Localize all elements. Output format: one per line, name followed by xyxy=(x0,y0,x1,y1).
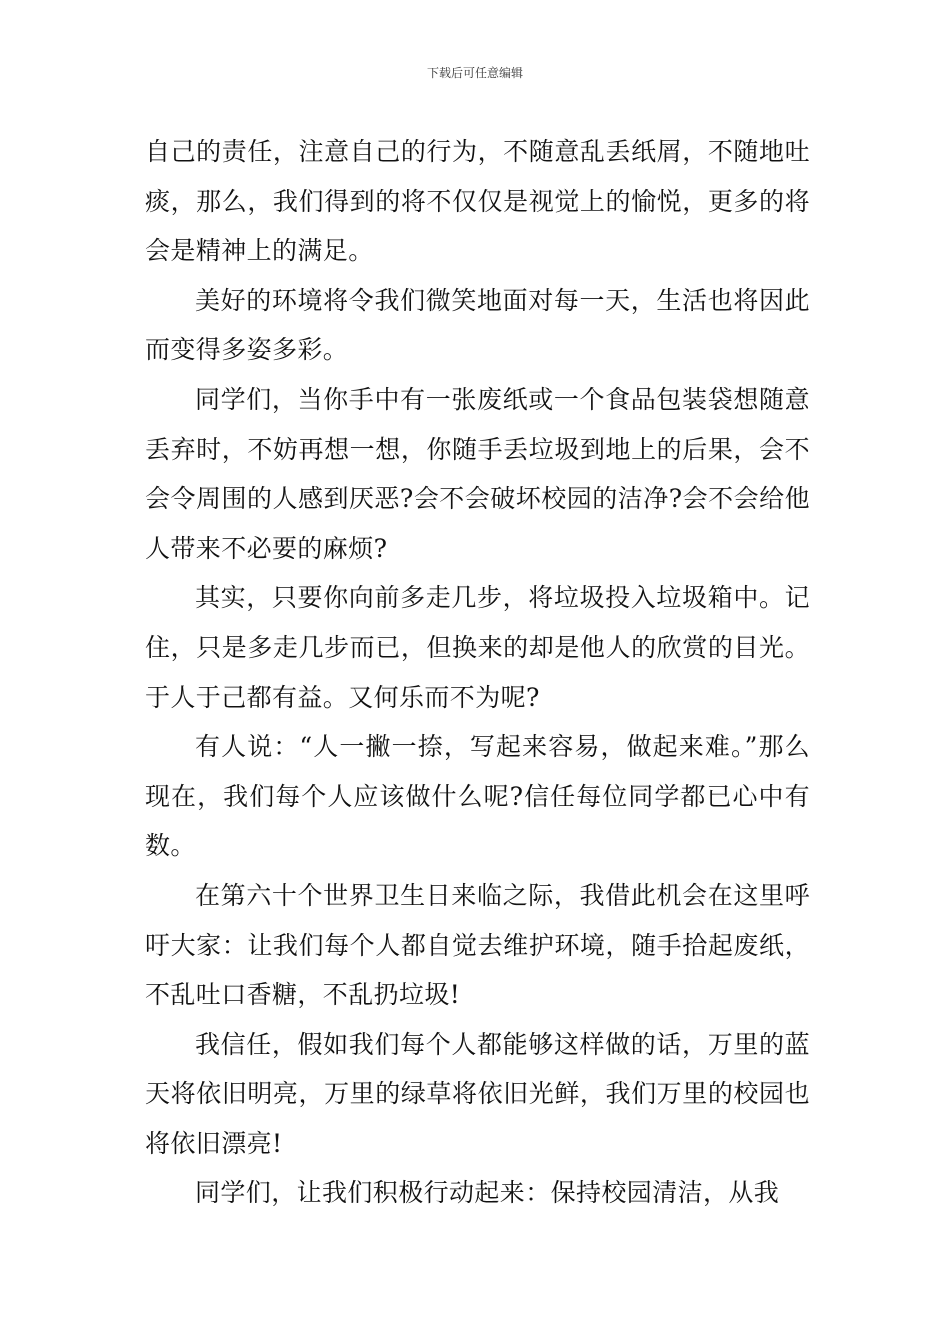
paragraph: 同学们，当你手中有一张废纸或一个食品包装袋想随意丢弃时，不妨再想一想，你随手丢垃圾到地上的后果，会不会令周围的人感到厌恶?会不会破坏校园的洁净?会不会给他人带来不必要的麻烦? xyxy=(145,384,810,563)
paragraph: 在第六十个世界卫生日来临之际，我借此机会在这里呼吁大家：让我们每个人都自觉去维护环境，随手拾起废纸，不乱吐口香糖，不乱扔垃圾! xyxy=(145,880,810,1010)
paragraph: 有人说：“人一撇一捺，写起来容易，做起来难。”那么现在，我们每个人应该做什么呢?信任每位同学都已心中有数。 xyxy=(145,732,810,861)
paragraph-continued: 自己的责任，注意自己的行为，不随意乱丢纸屑，不随地吐痰，那么，我们得到的将不仅仅是视觉上的愉悦，更多的将会是精神上的满足。 xyxy=(145,137,810,266)
paragraph: 同学们，让我们积极行动起来：保持校园清洁，从我 xyxy=(195,1178,780,1208)
paragraph: 其实，只要你向前多走几步，将垃圾投入垃圾箱中。记住，只是多走几步而已，但换来的却是他人的欣赏的目光。于人于己都有益。又何乐而不为呢? xyxy=(145,583,810,712)
page-header: 下载后可任意编辑 xyxy=(426,66,523,80)
document-body xyxy=(145,127,810,1218)
paragraph: 美好的环境将令我们微笑地面对每一天，生活也将因此而变得多姿多彩。 xyxy=(145,285,810,365)
paragraph: 我信任，假如我们每个人都能够这样做的话，万里的蓝天将依旧明亮，万里的绿草将依旧光鲜，我们万里的校园也将依旧漂亮! xyxy=(145,1029,810,1158)
